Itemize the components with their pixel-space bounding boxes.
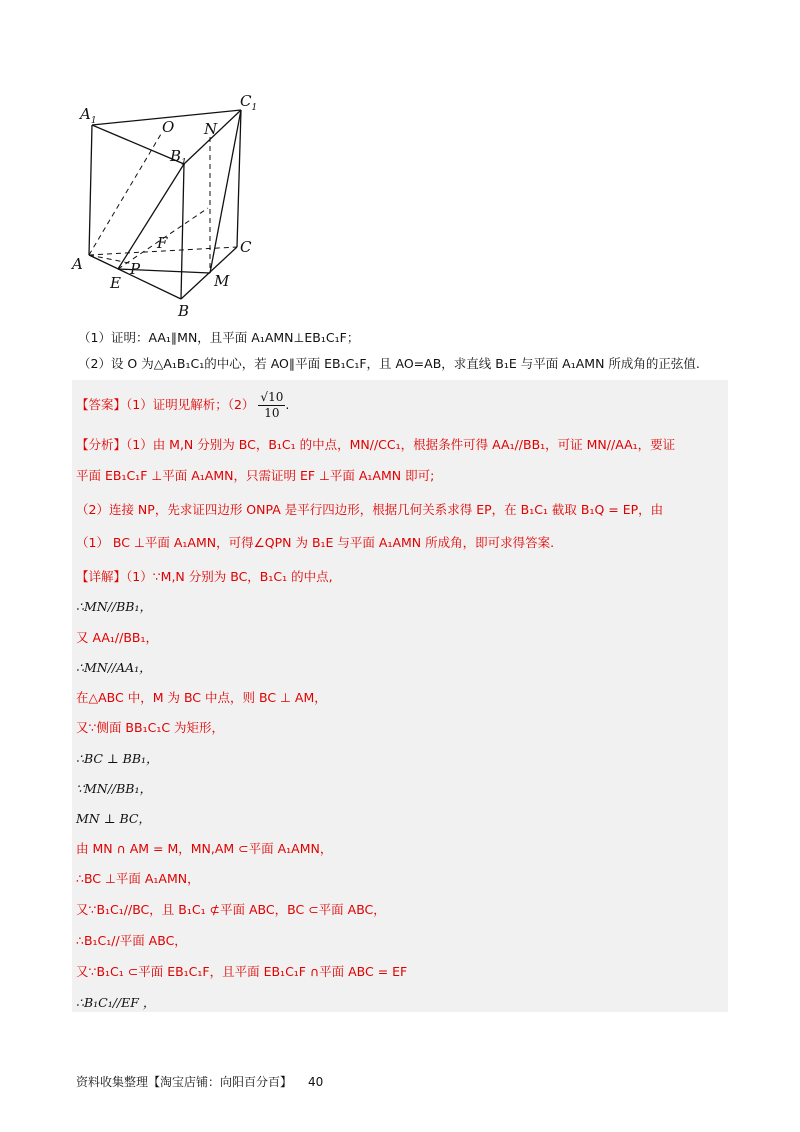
label-M: M	[214, 272, 230, 290]
edge-B1-B	[181, 164, 184, 299]
question-1: （1）证明：AA₁∥MN，且平面 A₁AMN⊥EB₁C₁F；	[78, 330, 360, 345]
geometry-figure	[60, 88, 300, 320]
label-A1: $A_1$	[80, 105, 97, 126]
detail-line-7: ∴BC ⊥ BB₁，	[76, 751, 159, 766]
label-F: F	[157, 234, 168, 252]
label-A: A	[72, 255, 83, 273]
answer-tag: 【答案】	[76, 397, 127, 412]
detail-line-9: MN ⊥ BC，	[76, 811, 151, 826]
label-B1: $B_1$	[170, 147, 187, 168]
detail-line-8: ∵MN//BB₁，	[76, 781, 152, 796]
page-footer	[76, 1073, 323, 1090]
detail-line-4: ∴MN//AA₁，	[76, 660, 152, 675]
prism-diagram	[60, 88, 300, 320]
analysis-line-1: 【分析】（1）由 M,N 分别为 BC，B₁C₁ 的中点，MN//CC₁，根据条件可得 AA₁//BB₁，可证 MN//AA₁，要证	[76, 437, 676, 452]
detail-line-3: 又 AA₁//BB₁，	[76, 630, 159, 645]
label-C: C	[240, 238, 252, 256]
analysis-line-3: （2）连接 NP，先求证四边形 ONPA 是平行四边形，根据几何关系求得 EP，在 B₁C₁ 截取 B₁Q = EP，由	[76, 502, 664, 517]
detail-line-13: ∴B₁C₁//平面 ABC，	[76, 933, 187, 948]
analysis-line-2: 平面 EB₁C₁F ⊥平面 A₁AMN，只需证明 EF ⊥平面 A₁AMN 即可;	[76, 468, 435, 483]
label-N: N	[204, 120, 218, 138]
detail-line-6: 又∵侧面 BB₁C₁C 为矩形，	[76, 720, 225, 735]
hidden-A-P	[89, 255, 134, 264]
answer-line: 【答案】（1）证明见解析；（2） $\frac{√10}{10}$ .	[76, 390, 290, 420]
detail-line-2: ∴MN//BB₁，	[76, 599, 152, 614]
question-2: （2）设 O 为△A₁B₁C₁的中心，若 AO∥平面 EB₁C₁F，且 AO=AB，求直线 B₁E 与平面 A₁AMN 所成角的正弦值.	[78, 356, 700, 371]
answer-part1: （1）证明见解析；（2）	[126, 397, 255, 412]
label-O: O	[162, 118, 175, 136]
detail-line-15: ∴B₁C₁//EF ，	[76, 995, 156, 1010]
detail-line-10: 由 MN ∩ AM = M，MN,AM ⊂平面 A₁AMN，	[76, 841, 333, 856]
detail-line-1: 【详解】（1）∵M,N 分别为 BC，B₁C₁ 的中点,	[76, 569, 333, 584]
label-E: E	[110, 274, 121, 292]
edge-A1-A	[89, 125, 92, 255]
detail-line-12: 又∵B₁C₁//BC，且 B₁C₁ ⊄平面 ABC，BC ⊂平面 ABC，	[76, 902, 386, 917]
label-B: B	[178, 302, 190, 320]
page-number: 40	[308, 1075, 324, 1089]
answer-fraction: $\frac{√10}{10}$	[260, 390, 284, 420]
detail-line-5: 在△ABC 中，M 为 BC 中点，则 BC ⊥ AM，	[76, 690, 327, 705]
label-C1: $C_1$	[240, 92, 258, 113]
label-P: P	[130, 260, 141, 278]
detail-line-14: 又∵B₁C₁ ⊂平面 EB₁C₁F，且平面 EB₁C₁F ∩平面 ABC = EF	[76, 964, 408, 979]
detail-line-11: ∴BC ⊥平面 A₁AMN，	[76, 871, 200, 886]
footer-text: 资料收集整理【淘宝店铺：向阳百分百】	[76, 1075, 293, 1089]
hidden-A-O	[89, 134, 161, 255]
analysis-line-4: （1） BC ⊥平面 A₁AMN，可得∠QPN 为 B₁E 与平面 A₁AMN 所成角，即可求得答案.	[76, 535, 555, 550]
